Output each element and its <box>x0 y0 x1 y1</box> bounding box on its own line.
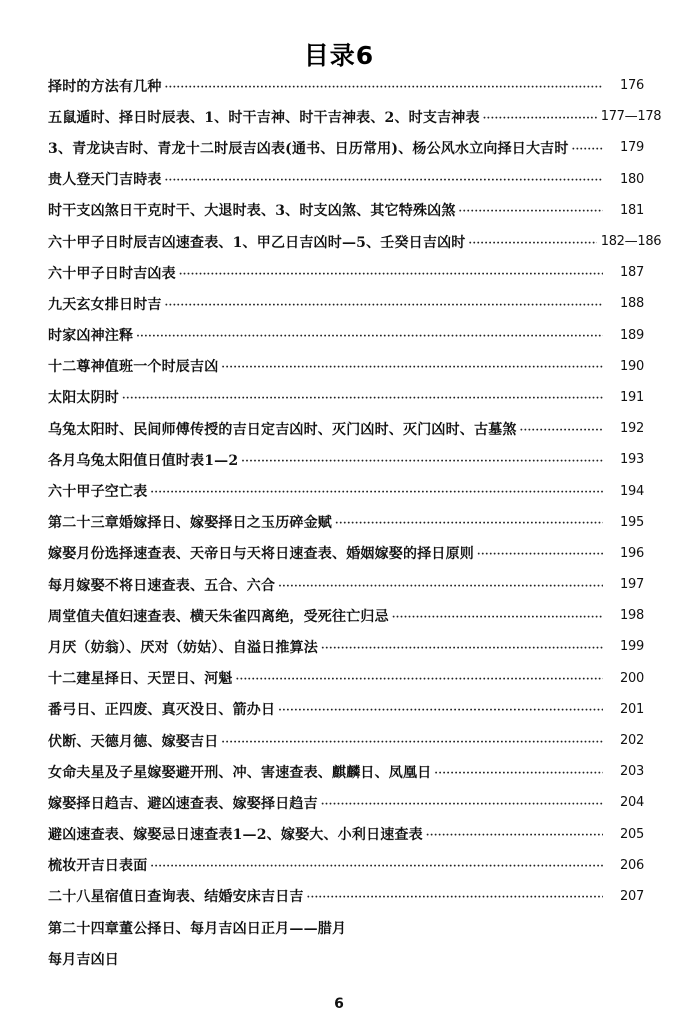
toc-entry-page: 180 <box>620 171 644 187</box>
toc-entry-page: 201 <box>620 701 644 717</box>
toc-entry-page: 194 <box>620 483 644 499</box>
page-number: 6 <box>334 996 344 1012</box>
toc-entry-title: 时干支凶煞日干克时干、大退时表、3、时支凶煞、其它特殊凶煞 <box>48 203 456 220</box>
toc-entry-page: 203 <box>620 764 644 780</box>
toc-entry-title: 每月吉凶日 <box>48 951 119 968</box>
dot-leader <box>483 112 597 126</box>
dot-leader <box>241 455 603 469</box>
toc-entry-title: 伏断、天德月德、嫁娶吉日 <box>48 733 219 750</box>
toc-entry-page: 191 <box>620 389 644 405</box>
toc-entry-title: 二十八星宿值日查询表、结婚安床吉日吉 <box>48 889 304 906</box>
toc-entry <box>48 101 662 132</box>
toc-entry-title: 十二尊神值班一个时辰吉凶 <box>48 359 219 376</box>
toc-entry-page: 202 <box>620 733 644 749</box>
toc-entry <box>48 475 658 506</box>
toc-entry-page: 204 <box>620 795 644 811</box>
dot-leader <box>150 486 603 500</box>
toc-entry <box>48 850 658 881</box>
toc-entry <box>48 70 658 101</box>
toc-entry-page: 198 <box>620 608 644 624</box>
toc-entry-title: 各月乌兔太阳值日值时表1—2 <box>48 452 239 469</box>
toc-entry <box>48 538 658 569</box>
toc-entry-title: 贵人登天门吉時表 <box>48 172 162 189</box>
dot-leader <box>459 205 603 219</box>
toc-entry-title: 六十甲子日时吉凶表 <box>48 265 176 282</box>
toc-entry-title: 每月嫁娶不将日速查表、五合、六合 <box>48 577 276 594</box>
toc-entry <box>48 132 658 163</box>
toc-entry <box>48 725 658 756</box>
toc-entry <box>48 226 662 257</box>
dot-leader <box>221 736 603 750</box>
table-of-contents <box>48 70 662 974</box>
dot-leader <box>122 392 603 406</box>
toc-entry-page: 190 <box>620 358 644 374</box>
toc-entry <box>48 881 658 912</box>
dot-leader <box>136 330 603 344</box>
dot-leader <box>434 767 603 781</box>
dot-leader <box>278 704 603 718</box>
dot-leader <box>122 954 603 968</box>
toc-entry <box>48 663 658 694</box>
dot-leader <box>321 642 603 656</box>
toc-entry-page: 205 <box>620 826 644 842</box>
dot-leader <box>236 673 603 687</box>
toc-entry <box>48 694 658 725</box>
toc-entry-page: 206 <box>620 857 644 873</box>
toc-entry <box>48 600 658 631</box>
toc-entry-title: 十二建星择日、天罡日、河魁 <box>48 671 233 688</box>
dot-leader <box>278 580 603 594</box>
toc-entry <box>48 756 658 787</box>
toc-entry-page: 197 <box>620 577 644 593</box>
toc-entry <box>48 195 658 226</box>
toc-entry-title: 太阳太阴时 <box>48 390 119 407</box>
dot-leader <box>179 268 603 282</box>
toc-entry-page: 177—178 <box>600 109 662 125</box>
toc-entry-page: 179 <box>620 140 644 156</box>
dot-leader <box>165 81 603 95</box>
toc-entry-title: 嫁娶月份选择速查表、天帝日与天将日速查表、婚姻嫁娶的择日原则 <box>48 546 474 563</box>
toc-entry-title: 择时的方法有几种 <box>48 78 162 95</box>
dot-leader <box>221 361 603 375</box>
toc-entry <box>48 787 658 818</box>
dot-leader <box>150 860 603 874</box>
toc-entry <box>48 382 658 413</box>
toc-entry-title: 乌兔太阳时、民间师傅传授的吉日定吉凶时、灭门凶时、灭门凶时、古墓煞 <box>48 421 517 438</box>
toc-entry-title: 避凶速查表、嫁娶忌日速查表1—2、嫁娶大、小利日速查表 <box>48 827 423 844</box>
toc-entry <box>48 631 658 662</box>
dot-leader <box>520 424 603 438</box>
dot-leader <box>165 174 603 188</box>
toc-entry-page: 187 <box>620 265 644 281</box>
dot-leader <box>349 923 603 937</box>
dot-leader <box>477 548 603 562</box>
toc-entry-title: 月厌（妨翁）、厌对（妨姑）、自溢日推算法 <box>48 639 318 656</box>
toc-entry-page: 193 <box>620 452 644 468</box>
toc-entry <box>48 288 658 319</box>
dot-leader <box>392 611 603 625</box>
toc-entry-page: 189 <box>620 327 644 343</box>
toc-entry-title: 时家凶神注释 <box>48 328 134 345</box>
dot-leader <box>307 891 603 905</box>
toc-entry-title: 五鼠遁时、择日时辰表、1、时干吉神、时干吉神表、2、时支吉神表 <box>48 109 480 126</box>
toc-entry-title: 六十甲子日时辰吉凶速查表、1、甲乙日吉凶时—5、壬癸日吉凶时 <box>48 234 466 251</box>
toc-entry-page: 196 <box>620 545 644 561</box>
dot-leader <box>426 829 603 843</box>
toc-entry-title: 嫁娶择日趋吉、避凶速查表、嫁娶择日趋吉 <box>48 795 318 812</box>
dot-leader <box>572 143 603 157</box>
toc-entry-title: 番弓日、正四废、真灭没日、箭办日 <box>48 702 276 719</box>
toc-entry-page: 192 <box>620 421 644 437</box>
toc-entry <box>48 819 658 850</box>
toc-entry-title: 女命夫星及子星嫁娶避开刑、冲、害速查表、麒麟日、凤凰日 <box>48 764 432 781</box>
toc-entry-page: 188 <box>620 296 644 312</box>
page-title: 目录6 <box>303 41 375 70</box>
dot-leader <box>165 299 603 313</box>
toc-entry-title: 九天玄女排日时吉 <box>48 296 162 313</box>
toc-entry-page: 199 <box>620 639 644 655</box>
toc-entry-page: 195 <box>620 514 644 530</box>
toc-entry <box>48 444 658 475</box>
toc-entry-page: 200 <box>620 670 644 686</box>
toc-entry-title: 3、青龙诀吉时、青龙十二时辰吉凶表(通书、日历常用)、杨公风水立向择日大吉时 <box>48 140 569 157</box>
toc-entry-title: 梳妆开吉日表面 <box>48 858 148 875</box>
toc-entry-page: 181 <box>620 202 644 218</box>
dot-leader <box>468 237 597 251</box>
toc-entry-page: 207 <box>620 888 644 904</box>
toc-entry-title: 六十甲子空亡表 <box>48 484 148 501</box>
toc-entry <box>48 320 658 351</box>
toc-entry <box>48 569 658 600</box>
toc-entry-title: 第二十四章董公择日、每月吉凶日正月——腊月 <box>48 920 347 937</box>
toc-entry <box>48 413 658 444</box>
dot-leader <box>335 517 603 531</box>
toc-entry <box>48 507 658 538</box>
toc-entry <box>48 351 658 382</box>
toc-entry <box>48 912 658 943</box>
toc-entry-page: 182—186 <box>600 234 662 250</box>
toc-entry-title: 周堂值夫值妇速查表、横天朱雀四离绝，受死往亡归忌 <box>48 608 389 625</box>
toc-entry-page: 176 <box>620 78 644 94</box>
toc-entry <box>48 257 658 288</box>
toc-entry <box>48 164 658 195</box>
dot-leader <box>321 798 603 812</box>
toc-entry-title: 第二十三章婚嫁择日、嫁娶择日之玉历碎金赋 <box>48 515 332 532</box>
toc-entry <box>48 943 658 974</box>
